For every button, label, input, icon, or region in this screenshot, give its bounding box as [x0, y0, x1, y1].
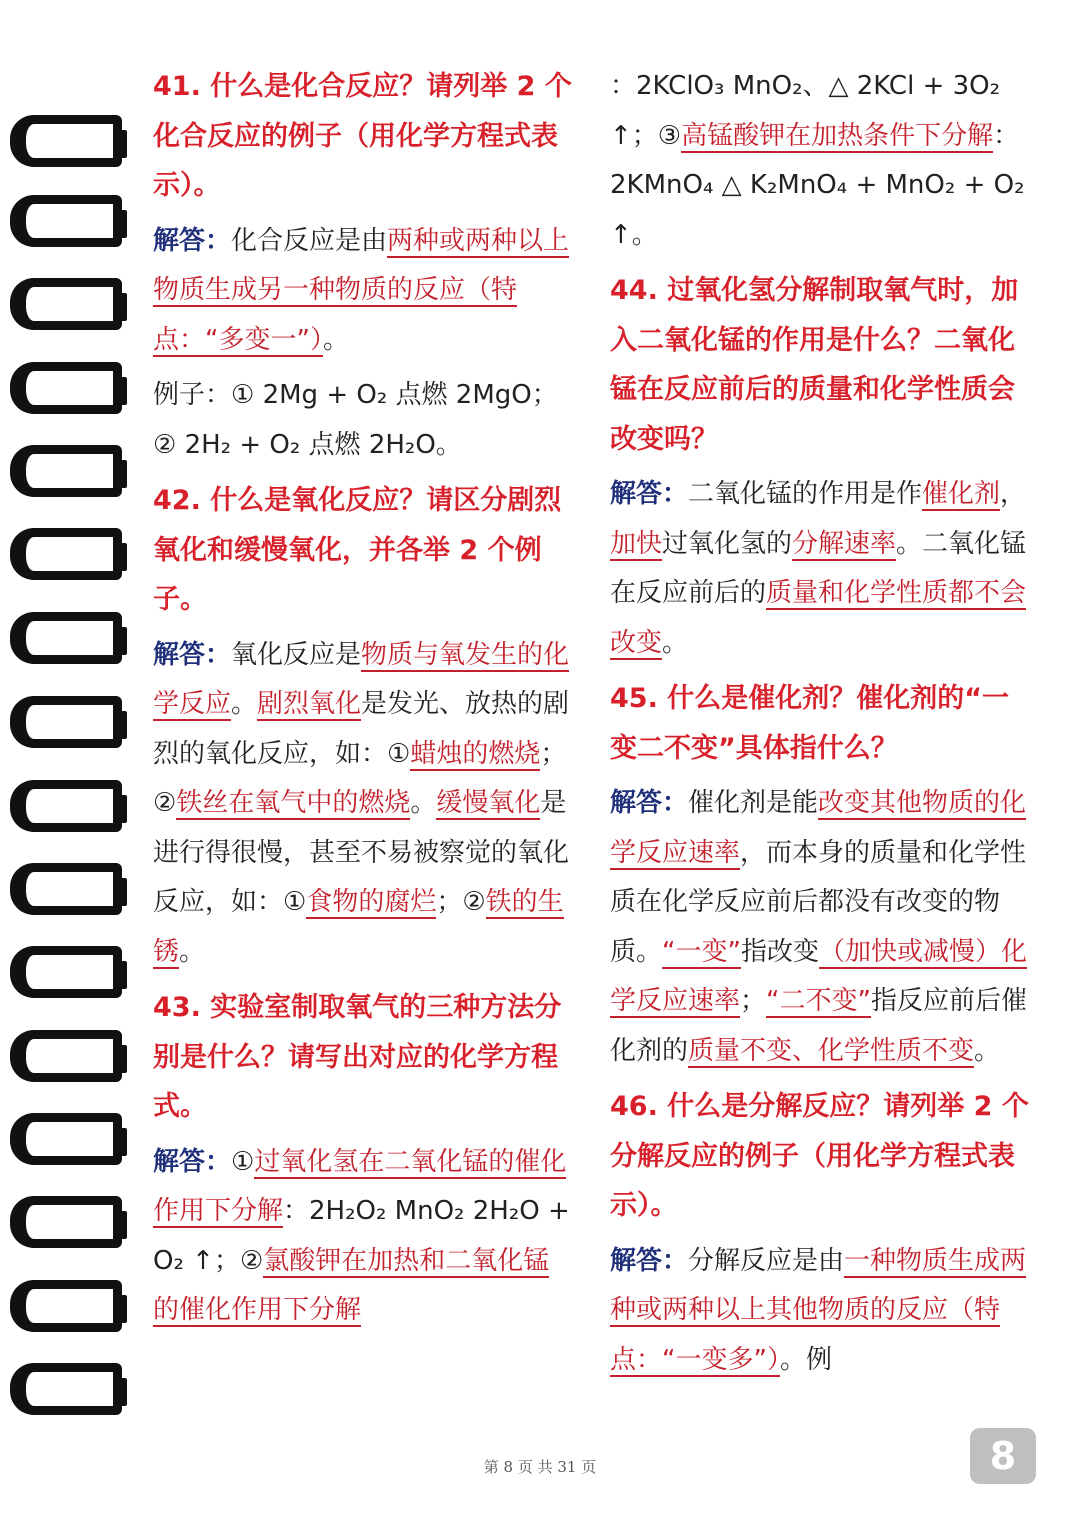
- answer-highlight: 加快: [610, 528, 663, 559]
- question-44-answer: [610, 470, 1030, 668]
- answer-highlight: 物质与氧发生的化学反应: [153, 639, 570, 719]
- answer-text: 是进行得很慢，甚至不易被察觉的氧化反应，如：①: [153, 788, 570, 917]
- binding-ring: [10, 278, 122, 330]
- answer-text: 。: [231, 689, 258, 719]
- binding-ring: [10, 863, 122, 915]
- spiral-binding: [0, 20, 130, 1480]
- answer-text: ；: [740, 986, 767, 1016]
- answer-text: 化合反应是由: [231, 225, 388, 256]
- page-footer: 第 8 页 共 31 页: [483, 1458, 597, 1476]
- answer-label: 解答：: [153, 1146, 232, 1177]
- answer-text: 氧化反应是: [231, 639, 362, 670]
- answer-text: 。例: [779, 1344, 832, 1375]
- answer-text: 。: [410, 788, 437, 818]
- answer-text: 。: [662, 627, 689, 658]
- answer-text: ：2KClO₃ MnO₂、△ 2KCl + 3O₂ ↑；③: [610, 71, 1001, 151]
- answer-highlight: 铁的生锈: [153, 887, 564, 967]
- answer-highlight: 食物的腐烂: [306, 887, 437, 917]
- answer-text: ；②: [436, 887, 486, 917]
- answer-label: 解答：: [610, 1245, 689, 1276]
- answer-text: ①: [231, 1146, 255, 1177]
- answer-highlight: “一变”: [662, 936, 741, 967]
- binding-ring: [10, 1363, 122, 1415]
- answer-highlight: （加快或减慢）化学反应速率: [610, 936, 1027, 1016]
- answer-text: 指改变: [740, 936, 819, 967]
- binding-ring: [10, 946, 122, 998]
- answer-highlight: 质量不变、化学性质不变: [688, 1035, 975, 1066]
- question-46-answer: [610, 1237, 1030, 1386]
- answer-highlight: 铁丝在氧气中的燃烧: [176, 788, 411, 818]
- answer-highlight: 高锰酸钾在加热条件下分解: [681, 120, 994, 151]
- question-43-title: 43. 实验室制取氧气的三种方法分别是什么？请写出对应的化学方程式。: [153, 992, 562, 1122]
- left-column: [153, 62, 573, 1342]
- question-41-examples: 例子：① 2Mg + O₂ 点燃 2MgO；② 2H₂ + O₂ 点燃 2H₂O。: [153, 380, 558, 460]
- question-43-answer-continued: [610, 62, 1030, 260]
- question-45-answer: [610, 779, 1030, 1076]
- answer-text: 催化剂是能: [688, 788, 819, 818]
- answer-highlight: 质量和化学性质都不会改变: [610, 578, 1027, 658]
- binding-ring: [10, 1030, 122, 1082]
- answer-highlight: 蜡烛的燃烧: [410, 738, 541, 769]
- answer-text: 。: [974, 1035, 1001, 1066]
- answer-label: 解答：: [610, 788, 689, 818]
- answer-highlight: 氯酸钾在加热和二氧化锰的催化作用下分解: [153, 1245, 550, 1325]
- answer-highlight: 过氧化氢在二氧化锰的催化作用下分解: [153, 1146, 567, 1226]
- question-41-answer: [153, 217, 573, 366]
- question-42-title: 42. 什么是氧化反应？请区分剧烈氧化和缓慢氧化，并各举 2 个例子。: [153, 485, 562, 615]
- answer-text: 指反应前后催化剂的: [610, 986, 1027, 1066]
- answer-label: 解答：: [610, 479, 689, 509]
- binding-ring: [10, 362, 122, 414]
- answer-highlight: 剧烈氧化: [257, 689, 362, 719]
- answer-text: ：2KMnO₄ △ K₂MnO₄ + MnO₂ + O₂ ↑。: [610, 120, 1025, 250]
- binding-ring: [10, 445, 122, 497]
- answer-label: 解答：: [153, 639, 232, 670]
- answer-highlight: 分解速率: [792, 528, 897, 559]
- answer-text: ：2H₂O₂ MnO₂ 2H₂O + O₂ ↑；②: [153, 1196, 570, 1276]
- binding-ring: [10, 1113, 122, 1165]
- answer-text: 。二氧化锰在反应前后的: [610, 528, 1027, 608]
- answer-highlight: 一种物质生成两种或两种以上其他物质的反应（特点：“一变多”）: [610, 1245, 1027, 1375]
- answer-text: ，: [1000, 479, 1027, 509]
- answer-highlight: “二不变”: [766, 986, 871, 1016]
- answer-text: 。: [322, 324, 349, 355]
- question-42-answer: [153, 631, 573, 978]
- binding-ring: [10, 528, 122, 580]
- binding-ring: [10, 195, 122, 247]
- right-column: [610, 62, 1030, 1391]
- question-44-title: 44. 过氧化氢分解制取氧气时，加入二氧化锰的作用是什么？二氧化锰在反应前后的质量和化学性质会改变吗？: [610, 275, 1019, 455]
- answer-text: 二氧化锰的作用是作: [688, 479, 923, 509]
- question-46-title: 46. 什么是分解反应？请列举 2 个分解反应的例子（用化学方程式表示）。: [610, 1091, 1029, 1221]
- answer-text: 是发光、放热的剧烈的氧化反应，如：①: [153, 689, 570, 769]
- question-45-title: 45. 什么是催化剂？催化剂的“一变二不变”具体指什么？: [610, 683, 1009, 764]
- binding-ring: [10, 780, 122, 832]
- page-number-badge: 8: [970, 1428, 1036, 1484]
- answer-text: 过氧化氢的: [662, 528, 793, 559]
- answer-highlight: 催化剂: [922, 479, 1001, 509]
- answer-highlight: 缓慢氧化: [436, 788, 541, 818]
- binding-ring: [10, 1196, 122, 1248]
- answer-highlight: 两种或两种以上物质生成另一种物质的反应（特点：“多变一”）: [153, 225, 570, 355]
- answer-highlight: 改变其他物质的化学反应速率: [610, 788, 1027, 868]
- answer-text: 。: [179, 936, 206, 967]
- answer-text: ；②: [153, 738, 567, 818]
- question-41-title: 41. 什么是化合反应？请列举 2 个化合反应的例子（用化学方程式表示）。: [153, 71, 572, 201]
- binding-ring: [10, 612, 122, 664]
- binding-ring: [10, 115, 122, 167]
- binding-ring: [10, 696, 122, 748]
- answer-text: ，而本身的质量和化学性质在化学反应前后都没有改变的物质。: [610, 837, 1027, 967]
- answer-label: 解答：: [153, 225, 232, 256]
- question-43-answer: [153, 1138, 573, 1336]
- answer-text: 分解反应是由: [688, 1245, 845, 1276]
- binding-ring: [10, 1280, 122, 1332]
